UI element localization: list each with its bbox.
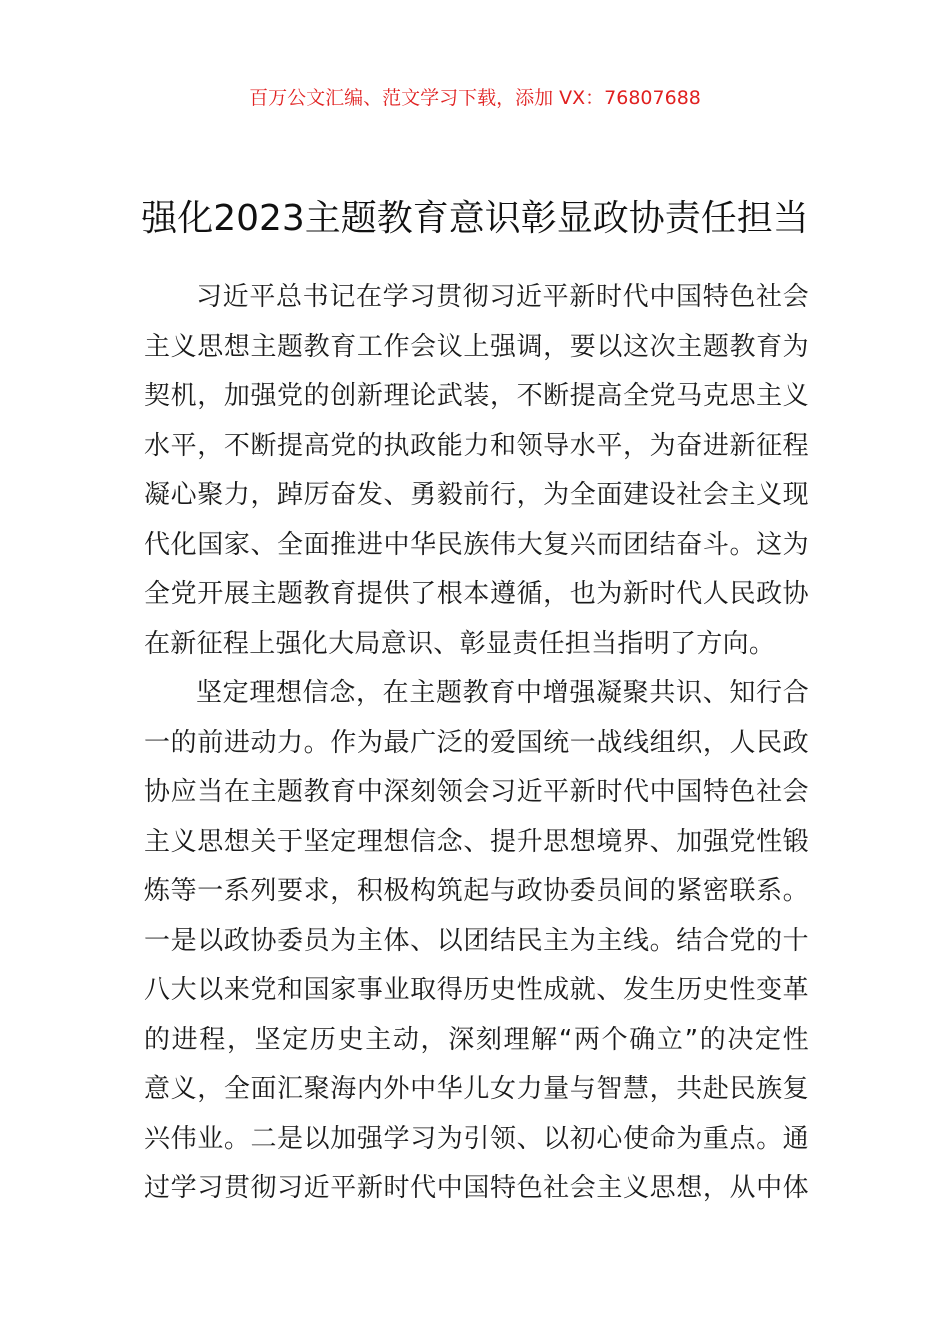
document-body — [144, 273, 809, 1214]
text-line: 主义思想关于坚定理想信念、提升思想境界、加强党性锻 — [144, 826, 809, 857]
paragraph — [144, 273, 809, 669]
text-line: 协应当在主题教育中深刻领会习近平新时代中国特色社会 — [144, 777, 809, 807]
text-line: 意义，全面汇聚海内外中华儿女力量与智慧，共赴民族复 — [144, 1074, 809, 1104]
text-line: 习近平总书记在学习贯彻习近平新时代中国特色社会 — [196, 282, 809, 312]
text-line: 兴伟业。二是以加强学习为引领、以初心使命为重点。通 — [144, 1123, 809, 1154]
text-line: 坚定理想信念，在主题教育中增强凝聚共识、知行合 — [196, 678, 809, 708]
text-line: 炼等一系列要求，积极构筑起与政协委员间的紧密联系。 — [144, 876, 809, 906]
text-line: 契机，加强党的创新理论武装，不断提高全党马克思主义 — [144, 381, 809, 411]
text-line: 八大以来党和国家事业取得历史性成就、发生历史性变革 — [144, 975, 809, 1005]
document-title: 强化2023主题教育意识彰显政协责任担当 — [141, 198, 809, 240]
text-line: 水平，不断提高党的执政能力和领导水平，为奋进新征程 — [144, 430, 809, 461]
text-line: 代化国家、全面推进中华民族伟大复兴而团结奋斗。这为 — [144, 529, 809, 560]
text-line: 一的前进动力。作为最广泛的爱国统一战线组织，人民政 — [144, 727, 809, 758]
text-line: 主义思想主题教育工作会议上强调，要以这次主题教育为 — [144, 331, 809, 362]
text-line: 全党开展主题教育提供了根本遵循，也为新时代人民政协 — [144, 579, 809, 609]
text-line: 凝心聚力，踔厉奋发、勇毅前行，为全面建设社会主义现 — [144, 480, 809, 510]
paragraph — [144, 669, 809, 1214]
header-download-note: 百万公文汇编、范文学习下载，添加 VX：76807688 — [249, 87, 701, 109]
text-line: 在新征程上强化大局意识、彰显责任担当指明了方向。 — [144, 628, 776, 659]
text-line: 的进程，坚定历史主动，深刻理解“两个确立”的决定性 — [144, 1024, 809, 1055]
text-line: 一是以政协委员为主体、以团结民主为主线。结合党的十 — [144, 925, 809, 956]
text-line: 过学习贯彻习近平新时代中国特色社会主义思想，从中体 — [144, 1173, 809, 1203]
